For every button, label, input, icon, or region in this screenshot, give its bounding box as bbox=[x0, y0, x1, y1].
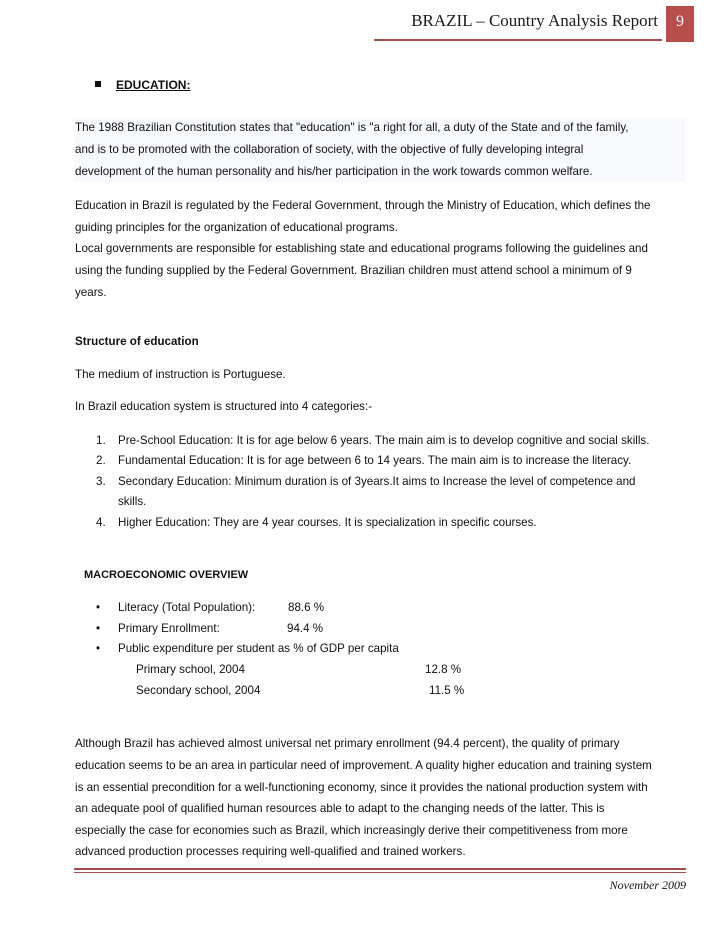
list-number: 1. bbox=[96, 434, 106, 447]
bullet-item-literacy bbox=[96, 598, 255, 618]
footer-rule bbox=[74, 868, 686, 870]
paragraph-line: Education in Brazil is regulated by the Federal Government, through the Ministry of Education, which defines the bbox=[75, 199, 651, 212]
structure-heading: Structure of education bbox=[75, 335, 199, 348]
list-number: 3. bbox=[96, 475, 106, 488]
macro-heading: MACROECONOMIC OVERVIEW bbox=[84, 569, 249, 581]
page-number-badge: 9 bbox=[666, 6, 694, 42]
square-bullet-icon bbox=[95, 81, 101, 87]
literacy-value: 88.6 % bbox=[288, 601, 325, 614]
education-heading bbox=[95, 78, 190, 92]
bullet-item-enrollment bbox=[96, 619, 220, 639]
bullet-icon: • bbox=[96, 622, 101, 635]
expenditure-label: Public expenditure per student as % of GDP per capita bbox=[118, 642, 399, 655]
closing-line: especially the case for economies such as Brazil, which increasingly derive their competitiveness from more bbox=[75, 824, 628, 837]
paragraph-line: guiding principles for the organization of educational programs. bbox=[75, 221, 398, 234]
literacy-label: Literacy (Total Population): bbox=[118, 601, 256, 614]
list-item bbox=[96, 471, 635, 492]
enrollment-value: 94.4 % bbox=[287, 622, 324, 635]
paragraph-line: Local governments are responsible for establishing state and educational programs following the guidelines and bbox=[75, 242, 648, 255]
closing-line: is an essential precondition for a well-functioning economy, since it provides the national production system with bbox=[75, 781, 648, 794]
bullet-item-expenditure bbox=[96, 639, 399, 659]
list-text: Pre-School Education: It is for age below 6 years. The main aim is to develop cognitive and social skills. bbox=[118, 434, 650, 447]
structure-intro: In Brazil education system is structured into 4 categories:- bbox=[75, 400, 373, 413]
list-item-continuation: skills. bbox=[118, 495, 147, 508]
secondary-school-label: Secondary school, 2004 bbox=[136, 684, 261, 697]
secondary-school-value: 11.5 % bbox=[429, 684, 465, 697]
paragraph-line: years. bbox=[75, 286, 107, 299]
list-number: 4. bbox=[96, 516, 106, 529]
quote-line: development of the human personality and his/her participation in the work towards common welfare. bbox=[75, 165, 593, 178]
primary-school-label: Primary school, 2004 bbox=[136, 663, 245, 676]
list-number: 2. bbox=[96, 454, 106, 467]
list-text: Secondary Education: Minimum duration is of 3years.It aims to Increase the level of competence and bbox=[118, 475, 636, 488]
closing-line: advanced production processes requiring well-qualified and trained workers. bbox=[75, 845, 466, 858]
quote-line: The 1988 Brazilian Constitution states that "education" is "a right for all, a duty of the State and of the family, bbox=[75, 121, 629, 134]
closing-line: education seems to be an area in particular need of improvement. A quality higher education and training system bbox=[75, 759, 652, 772]
footer-rule-thin bbox=[74, 872, 686, 873]
list-item bbox=[96, 450, 631, 471]
report-title: BRAZIL – Country Analysis Report bbox=[411, 11, 658, 30]
list-item bbox=[96, 430, 649, 451]
header-rule bbox=[374, 39, 662, 41]
closing-line: Although Brazil has achieved almost universal net primary enrollment (94.4 percent), the quality of primary bbox=[75, 737, 620, 750]
closing-line: an adequate pool of qualified human resources able to adapt to the changing needs of the latter. This is bbox=[75, 802, 605, 815]
paragraph-line: using the funding supplied by the Federal Government. Brazilian children must attend school a minimum of 9 bbox=[75, 264, 632, 277]
list-text: Higher Education: They are 4 year courses. It is specialization in specific courses. bbox=[118, 516, 537, 529]
bullet-icon: • bbox=[96, 601, 101, 614]
primary-school-value: 12.8 % bbox=[425, 663, 462, 676]
list-item bbox=[96, 512, 537, 533]
education-heading-text: EDUCATION: bbox=[116, 78, 191, 92]
quote-line: and is to be promoted with the collaboration of society, with the objective of fully developing integral bbox=[75, 143, 584, 156]
enrollment-label: Primary Enrollment: bbox=[118, 622, 220, 635]
list-text: Fundamental Education: It is for age between 6 to 14 years. The main aim is to increase the literacy. bbox=[118, 454, 632, 467]
medium-of-instruction: The medium of instruction is Portuguese. bbox=[75, 368, 286, 381]
footer-date: November 2009 bbox=[609, 878, 686, 892]
bullet-icon: • bbox=[96, 642, 101, 655]
